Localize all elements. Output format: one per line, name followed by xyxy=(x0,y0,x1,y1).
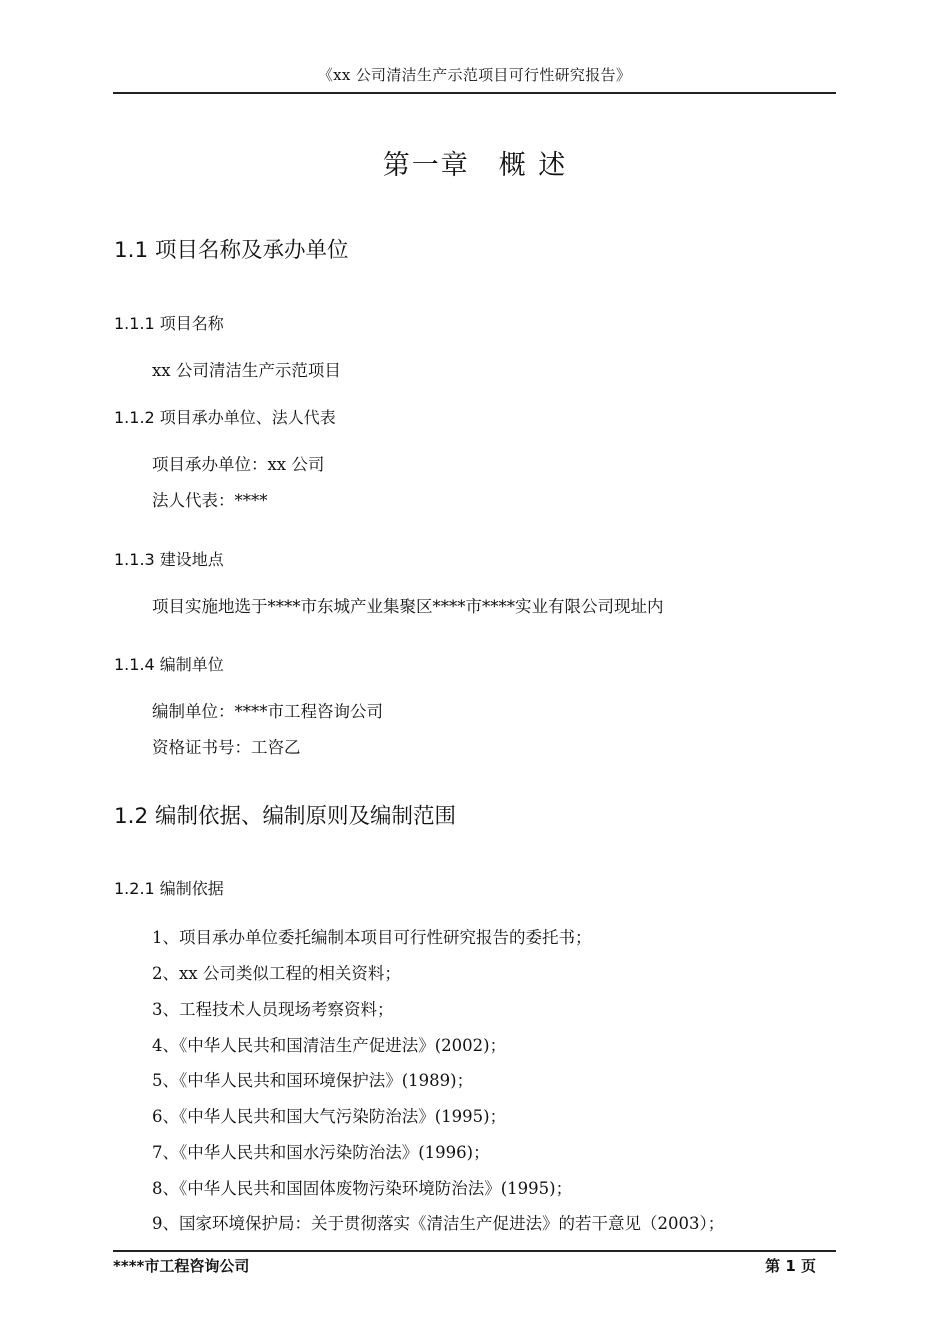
location-text: 项目实施地选于****市东城产业集聚区****市****实业有限公司现址内 xyxy=(152,597,664,616)
subsection-heading-1-2-1: 1.2.1 编制依据 xyxy=(114,879,224,898)
basis-item: 7、《中华人民共和国水污染防治法》(1996)； xyxy=(152,1143,490,1162)
footer-rule xyxy=(113,1250,836,1252)
basis-item: 1、项目承办单位委托编制本项目可行性研究报告的委托书； xyxy=(152,928,592,947)
qualification-text: 资格证书号：工咨乙 xyxy=(152,738,301,757)
section-heading-1-2: 1.2 编制依据、编制原则及编制范围 xyxy=(114,804,457,829)
basis-item: 8、《中华人民共和国固体废物污染环境防治法》(1995)； xyxy=(152,1179,573,1198)
subsection-heading-1-1-1: 1.1.1 项目名称 xyxy=(114,314,224,333)
section-heading-1-1: 1.1 项目名称及承办单位 xyxy=(114,238,349,263)
footer-company: ****市工程咨询公司 xyxy=(113,1257,250,1275)
basis-item: 5、《中华人民共和国环境保护法》(1989)； xyxy=(152,1071,474,1090)
basis-item: 6、《中华人民共和国大气污染防治法》(1995)； xyxy=(152,1107,507,1126)
legal-rep-text: 法人代表：**** xyxy=(152,491,268,510)
basis-item: 3、工程技术人员现场考察资料； xyxy=(152,1000,394,1019)
basis-item: 4、《中华人民共和国清洁生产促进法》(2002)； xyxy=(152,1036,507,1055)
page-header: 《xx 公司清洁生产示范项目可行性研究报告》 xyxy=(113,60,836,94)
subsection-heading-1-1-2: 1.1.2 项目承办单位、法人代表 xyxy=(114,408,336,427)
basis-item: 9、国家环境保护局：关于贯彻落实《清洁生产促进法》的若干意见（2003）； xyxy=(152,1214,725,1233)
subsection-heading-1-1-3: 1.1.3 建设地点 xyxy=(114,550,224,569)
compiler-unit-text: 编制单位：****市工程咨询公司 xyxy=(152,702,383,721)
sponsor-unit-text: 项目承办单位：xx 公司 xyxy=(152,455,325,474)
chapter-title: 第一章 概 述 xyxy=(382,150,568,181)
project-name-text: xx 公司清洁生产示范项目 xyxy=(152,361,341,380)
subsection-heading-1-1-4: 1.1.4 编制单位 xyxy=(114,655,224,674)
footer-page-number: 第 1 页 xyxy=(765,1257,816,1275)
basis-item: 2、xx 公司类似工程的相关资料； xyxy=(152,964,401,983)
